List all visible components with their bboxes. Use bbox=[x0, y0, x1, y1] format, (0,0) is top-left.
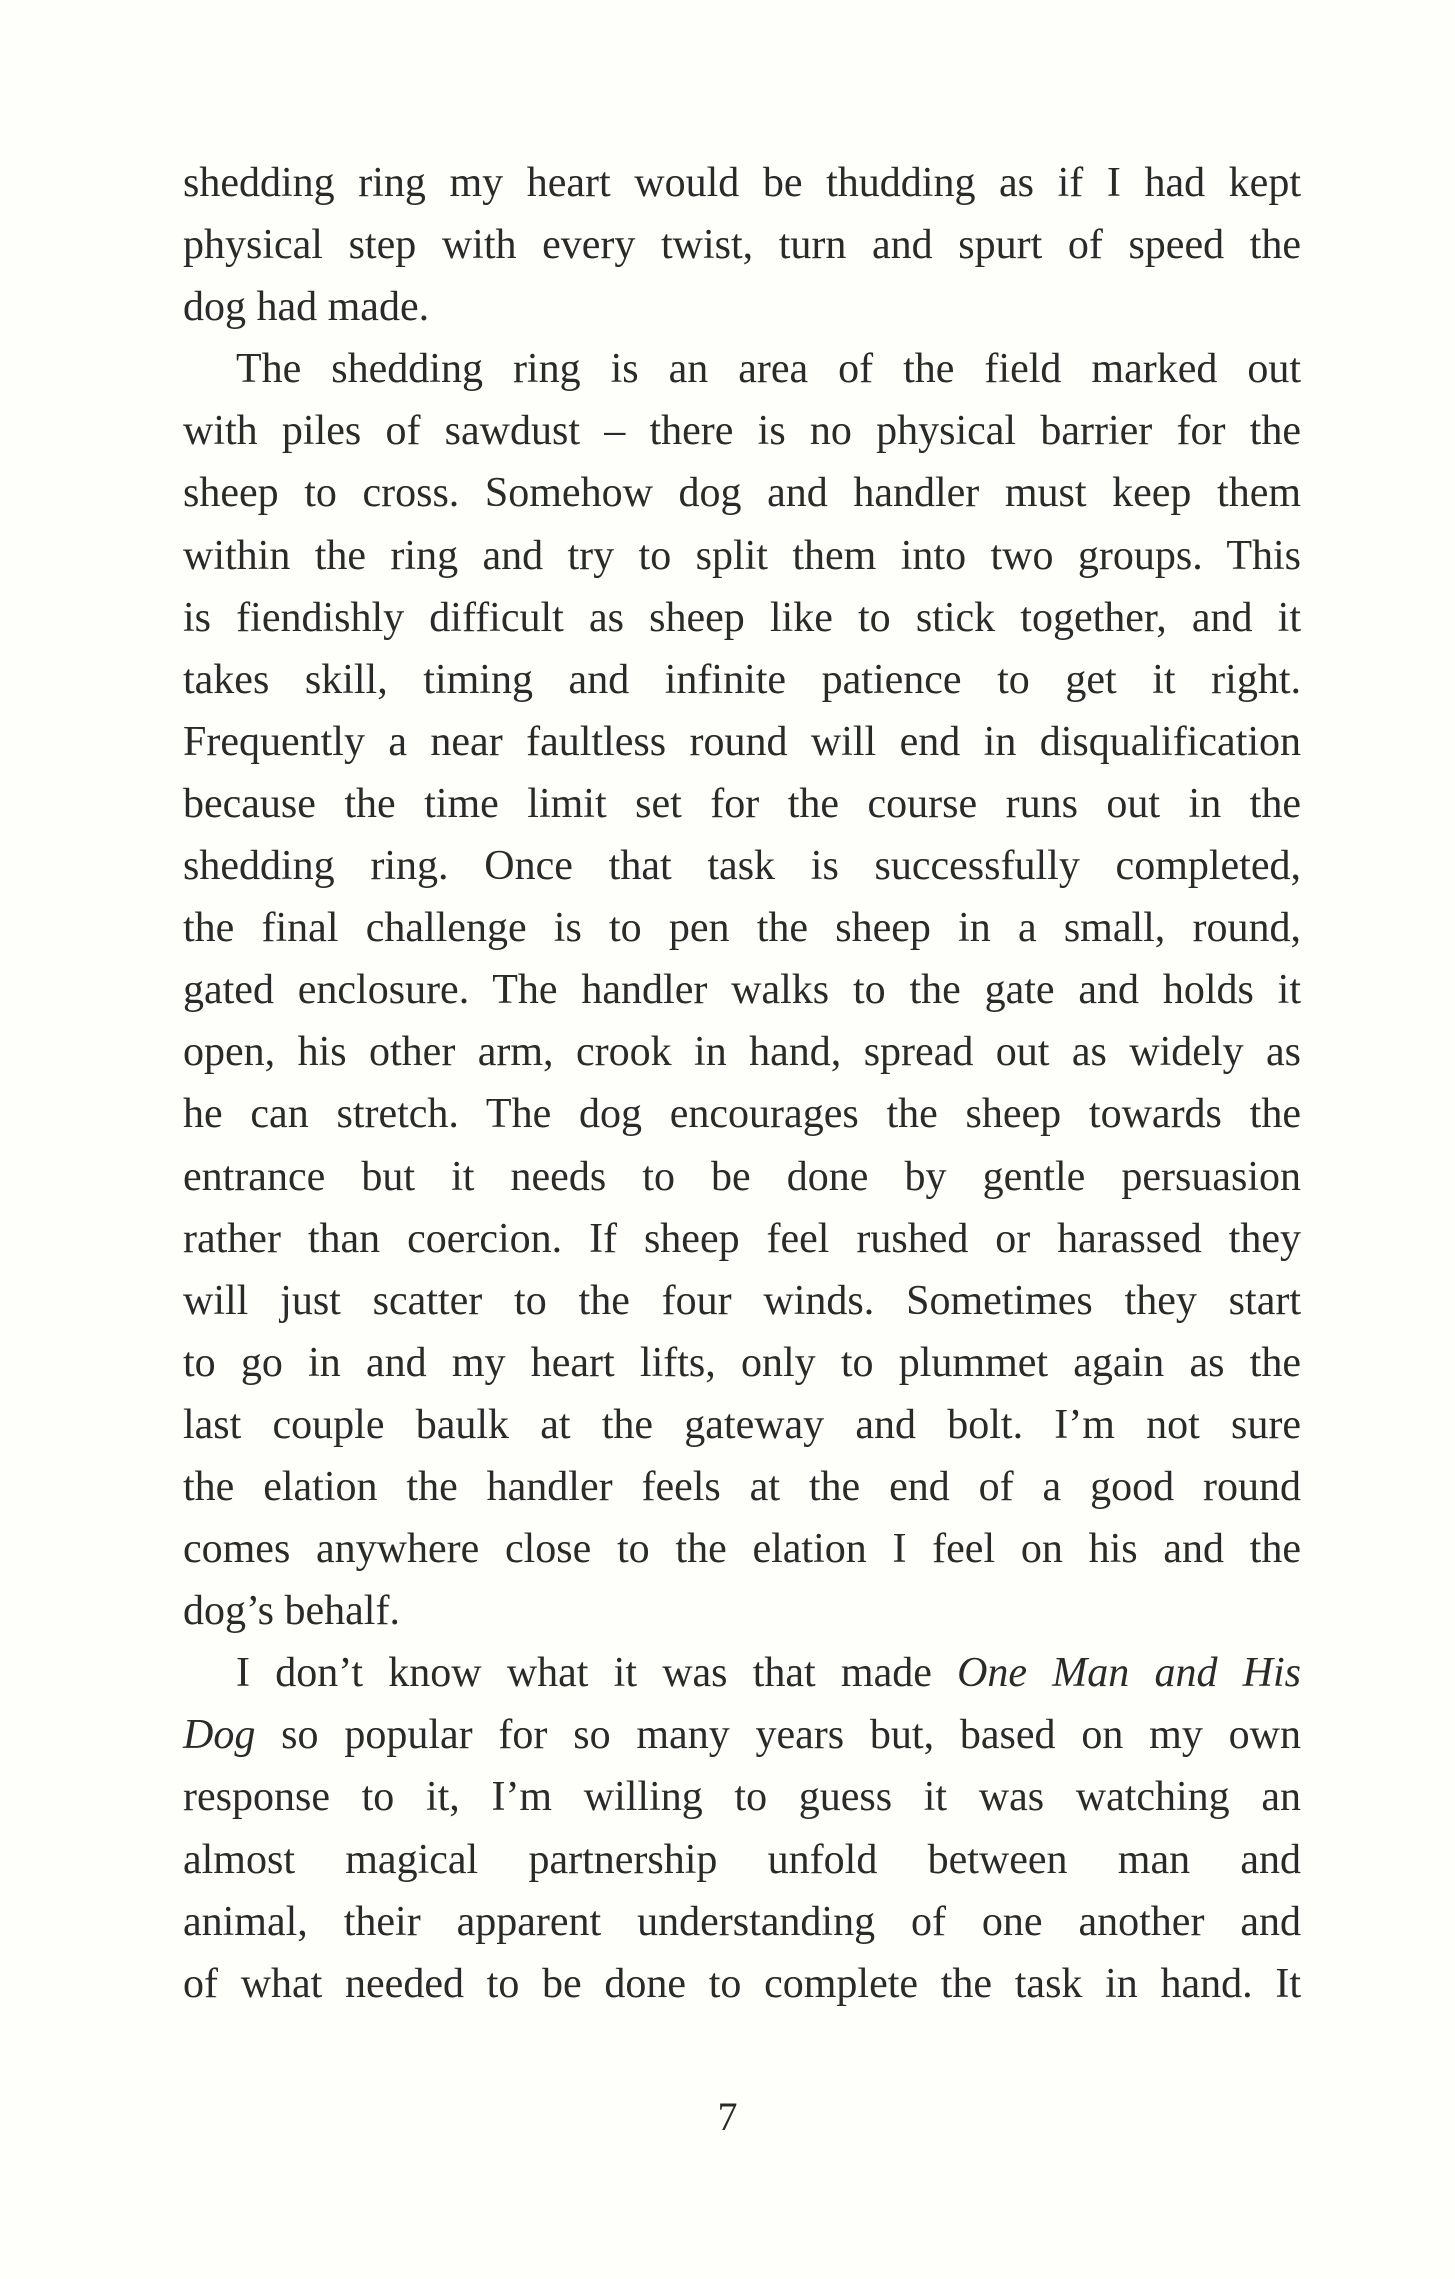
book-title-italic: Dog bbox=[183, 1712, 256, 1759]
page-number: 7 bbox=[717, 2094, 738, 2139]
text-line: dog had made. bbox=[183, 284, 430, 331]
paragraph-2 bbox=[183, 338, 1301, 1642]
text-line: the elation the handler feels at the end of a good round bbox=[183, 1463, 1301, 1510]
book-title-italic: One Man and His bbox=[957, 1650, 1301, 1697]
text-line: is fiendishly difficult as sheep like to stick together, and it bbox=[183, 594, 1301, 641]
text-line: dog’s behalf. bbox=[183, 1588, 400, 1635]
text-line: within the ring and try to split them into two groups. This bbox=[183, 532, 1301, 579]
text-line: will just scatter to the four winds. Sometimes they start bbox=[183, 1277, 1301, 1324]
text-line: shedding ring. Once that task is successfully completed, bbox=[183, 843, 1301, 890]
text-line bbox=[183, 1642, 1301, 1704]
text-line: because the time limit set for the course runs out in the bbox=[183, 780, 1301, 827]
text-segment: so popular for so many years but, based on my own bbox=[255, 1712, 1301, 1759]
text-line: of what needed to be done to complete the task in hand. It bbox=[183, 1960, 1301, 2007]
text-line: with piles of sawdust – there is no physical barrier for the bbox=[183, 408, 1301, 455]
text-line: almost magical partnership unfold between man and bbox=[183, 1836, 1301, 1883]
text-line: takes skill, timing and infinite patience to get it right. bbox=[183, 656, 1301, 703]
text-line: last couple baulk at the gateway and bolt. I’m not sure bbox=[183, 1401, 1301, 1448]
text-line: entrance but it needs to be done by gentle persuasion bbox=[183, 1153, 1301, 1200]
text-segment: I don’t know what it was that made bbox=[236, 1650, 958, 1697]
text-line: sheep to cross. Somehow dog and handler must keep them bbox=[183, 470, 1301, 517]
text-line: the final challenge is to pen the sheep in a small, round, bbox=[183, 905, 1301, 952]
paragraph-1 bbox=[183, 152, 1301, 338]
text-line: Frequently a near faultless round will end in disqualification bbox=[183, 718, 1301, 765]
text-line: The shedding ring is an area of the field marked out bbox=[236, 346, 1301, 393]
paragraph-3 bbox=[183, 1642, 1301, 2015]
text-line bbox=[183, 1704, 1301, 1766]
text-line: shedding ring my heart would be thudding as if I had kept bbox=[183, 160, 1301, 206]
text-line: to go in and my heart lifts, only to plummet again as the bbox=[183, 1339, 1301, 1386]
text-line: response to it, I’m willing to guess it was watching an bbox=[183, 1774, 1301, 1821]
text-line: comes anywhere close to the elation I feel on his and the bbox=[183, 1526, 1301, 1573]
text-line: animal, their apparent understanding of one another and bbox=[183, 1898, 1301, 1945]
text-line: physical step with every twist, turn and spurt of speed the bbox=[183, 222, 1301, 269]
text-line: gated enclosure. The handler walks to the gate and holds it bbox=[183, 967, 1301, 1014]
body-text bbox=[183, 152, 1301, 2015]
text-line: he can stretch. The dog encourages the sheep towards the bbox=[183, 1091, 1301, 1138]
text-line: open, his other arm, crook in hand, spread out as widely as bbox=[183, 1029, 1301, 1076]
text-line: rather than coercion. If sheep feel rushed or harassed they bbox=[183, 1215, 1301, 1262]
